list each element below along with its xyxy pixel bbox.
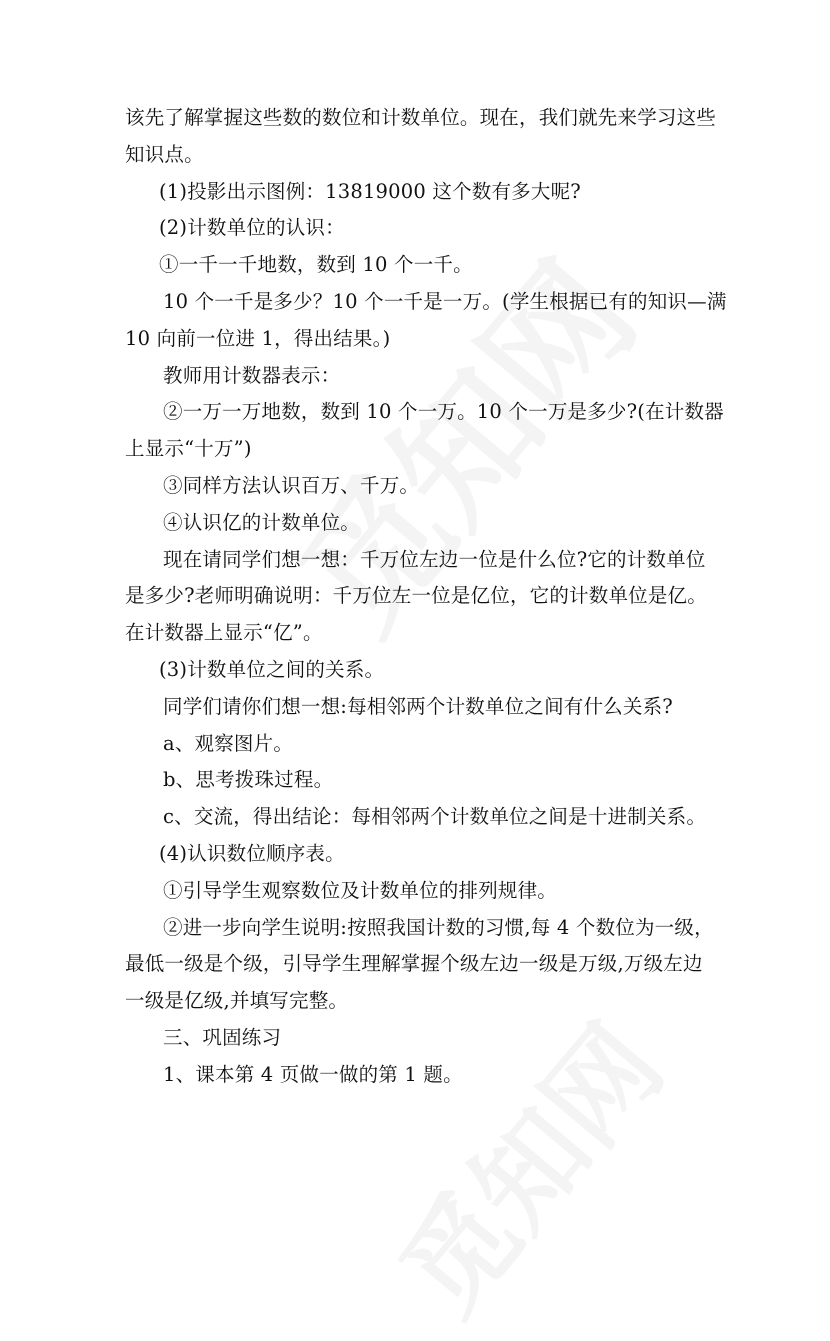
section-heading: 三、巩固练习 [163, 1025, 282, 1049]
text-line: 一级是亿级,并填写完整。 [125, 989, 349, 1013]
text-line: 知识点。 [125, 142, 204, 166]
text-line: 该先了解掌握这些数的数位和计数单位。现在，我们就先来学习这些 [125, 106, 717, 129]
text-line: ①引导学生观察数位及计数单位的排列规律。 [163, 878, 558, 902]
text-line: 是多少?老师明确说明：千万位左一位是亿位，它的计数单位是亿。 [125, 584, 707, 608]
text-line: 现在请同学们想一想：千万位左边一位是什么位?它的计数单位 [163, 547, 706, 571]
text-line: ①一千一千地数，数到 10 个一千。 [159, 253, 473, 277]
text-line: (1)投影出示图例：13819000 这个数有多大呢? [159, 179, 581, 203]
text-line: ④认识亿的计数单位。 [163, 510, 361, 534]
text-line: (3)计数单位之间的关系。 [159, 657, 385, 681]
text-line: b、思考拨珠过程。 [163, 768, 334, 792]
text-line: ②一万一万地数，数到 10 个一万。10 个一万是多少?(在计数器 [163, 400, 724, 424]
text-line: 教师用计数器表示： [163, 363, 341, 387]
text-line: 上显示“十万”) [125, 437, 252, 461]
text-line: a、观察图片。 [163, 731, 294, 755]
text-line: (4)认识数位顺序表。 [159, 841, 345, 865]
text-line: ③同样方法认识百万、千万。 [163, 473, 420, 497]
text-line: 1、课本第 4 页做一做的第 1 题。 [163, 1062, 463, 1086]
text-line: 10 向前一位进 1，得出结果。) [125, 326, 391, 350]
text-line: (2)计数单位的认识： [159, 216, 345, 240]
document-body [125, 100, 727, 1094]
text-line: 10 个一千是多少？10 个一千是一万。(学生根据已有的知识—满 [163, 289, 727, 313]
text-line: 最低一级是个级，引导学生理解掌握个级左边一级是万级,万级左边 [125, 952, 703, 976]
text-line: 在计数器上显示“亿”。 [125, 621, 323, 645]
text-line: c、交流，得出结论：每相邻两个计数单位之间是十进制关系。 [163, 805, 707, 829]
text-line: ②进一步向学生说明:按照我国计数的习惯,每 4 个数位为一级， [163, 915, 714, 939]
text-line: 同学们请你们想一想:每相邻两个计数单位之间有什么关系? [163, 694, 673, 718]
